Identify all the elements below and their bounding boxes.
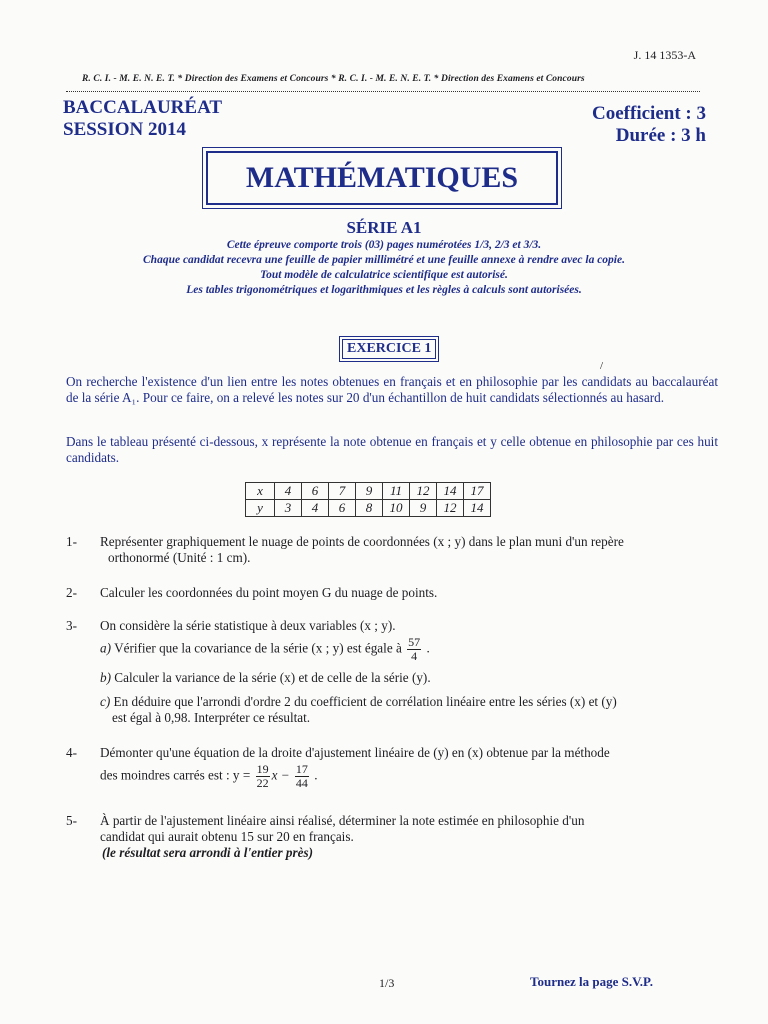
question-4-line-1: Démonter qu'une équation de la droite d'ajustement linéaire de (y) en (x) obtenue par la méthode <box>100 745 610 760</box>
question-3c-letter: c) <box>100 694 111 709</box>
question-4-equation-start: des moindres carrés est : y = <box>100 767 251 783</box>
table-cell: 4 <box>275 483 302 500</box>
instruction-tables: Les tables trigonométriques et logarithmiques et les règles à calculs sont autorisées. <box>186 284 582 296</box>
question-3c-line-2: est égal à 0,98. Interpréter ce résultat. <box>112 710 311 725</box>
question-3a-end: . <box>426 640 430 656</box>
page-number: 1/3 <box>379 976 395 990</box>
question-4-equation-mid: x − <box>271 767 290 783</box>
fraction-denominator: 22 <box>256 776 269 790</box>
question-3a-letter: a) <box>100 640 111 656</box>
question-4-number: 4- <box>66 745 77 760</box>
bac-label: BACCALAURÉAT <box>63 97 223 118</box>
fraction-57-over-4 <box>407 636 421 663</box>
fraction-numerator: 17 <box>295 762 308 776</box>
banner-divider <box>66 91 700 92</box>
table-row-y <box>246 500 491 517</box>
table-cell: 10 <box>383 500 410 517</box>
instruction-pages: Cette épreuve comporte trois (03) pages numérotées 1/3, 2/3 et 3/3. <box>226 239 542 251</box>
table-cell: 8 <box>356 500 383 517</box>
table-cell: 12 <box>410 483 437 500</box>
question-1-line-1: Représenter graphiquement le nuage de points de coordonnées (x ; y) dans le plan muni d'un repère <box>100 534 624 549</box>
question-3c-line-1: En déduire que l'arrondi d'ordre 2 du coefficient de corrélation linéaire entre les séries (x) et (y) <box>113 694 617 709</box>
document-reference: J. 14 1353-A <box>633 48 696 62</box>
question-5-text <box>100 813 720 861</box>
fraction-numerator: 19 <box>256 762 269 776</box>
instruction-paper: Chaque candidat recevra une feuille de papier millimétré et une feuille annexe à rendre avec la copie. <box>143 254 625 266</box>
duration-label: Durée : 3 h <box>615 125 706 146</box>
table-cell: 4 <box>302 500 329 517</box>
question-4-equation-end: . <box>314 767 318 783</box>
table-cell: 14 <box>437 483 464 500</box>
question-1-line-2: orthonormé (Unité : 1 cm). <box>108 550 251 565</box>
question-5-line-2: candidat qui aurait obtenu 15 sur 20 en français. <box>100 829 354 844</box>
fraction-17-over-44 <box>295 763 309 790</box>
table-cell: 17 <box>464 483 491 500</box>
exam-header-right <box>592 103 706 147</box>
question-3b <box>100 670 710 686</box>
turn-page-note: Tournez la page S.V.P. <box>530 974 654 989</box>
table-row-x <box>246 483 491 500</box>
question-4-line-2 <box>100 763 720 790</box>
question-1-text <box>100 534 720 566</box>
table-header-y: y <box>246 500 275 517</box>
fraction-denominator: 4 <box>411 649 418 663</box>
question-3b-letter: b) <box>100 670 111 685</box>
exercise-heading: EXERCICE 1 <box>342 339 436 359</box>
question-3b-text: Calculer la variance de la série (x) et de celle de la série (y). <box>114 670 431 685</box>
question-3-number: 3- <box>66 618 77 633</box>
stray-mark: / <box>600 360 604 372</box>
instruction-calculator: Tout modèle de calculatrice scientifique est autorisé. <box>260 269 508 281</box>
subject-title: MATHÉMATIQUES <box>206 151 558 205</box>
series-title: SÉRIE A1 <box>346 218 422 237</box>
fraction-19-over-22 <box>256 763 270 790</box>
coefficient-label: Coefficient : 3 <box>592 103 706 124</box>
question-4-text <box>100 745 720 790</box>
question-3a-text: Vérifier que la covariance de la série (x ; y) est égale à <box>114 640 402 656</box>
table-cell: 6 <box>329 500 356 517</box>
table-header-x: x <box>246 483 275 500</box>
question-2-text: Calculer les coordonnées du point moyen G du nuage de points. <box>100 585 438 600</box>
question-1-number: 1- <box>66 534 77 549</box>
table-cell: 12 <box>437 500 464 517</box>
table-cell: 11 <box>383 483 410 500</box>
question-3a <box>100 636 710 663</box>
question-2-number: 2- <box>66 585 77 600</box>
question-5-note: (le résultat sera arrondi à l'entier près) <box>102 845 314 860</box>
session-label: SESSION 2014 <box>63 119 187 140</box>
ministry-banner: R. C. I. - M. E. N. E. T. * Direction des Examens et Concours * R. C. I. - M. E. N. E. T. * Direction des Examens et Concours <box>82 74 585 84</box>
table-cell: 6 <box>302 483 329 500</box>
exam-header-left <box>63 97 222 141</box>
table-cell: 9 <box>356 483 383 500</box>
question-3c <box>100 694 710 726</box>
exam-instructions <box>60 238 708 298</box>
question-5-number: 5- <box>66 813 77 828</box>
question-5-line-1: À partir de l'ajustement linéaire ainsi réalisé, déterminer la note estimée en philosophie d'un <box>100 813 585 828</box>
table-cell: 3 <box>275 500 302 517</box>
exercise-intro: On recherche l'existence d'un lien entre les notes obtenues en français et en philosophie par les candidats au baccalauréat de la série A₁. Pour ce faire, on a relevé les notes sur 20 d'un échantillon de huit candidats sélectionnés au hasard. <box>66 374 718 405</box>
data-table <box>245 482 491 517</box>
table-intro: Dans le tableau présenté ci-dessous, x représente la note obtenue en français et y celle obtenue en philosophie par ces huit candidats. <box>66 434 718 465</box>
table-cell: 7 <box>329 483 356 500</box>
fraction-denominator: 44 <box>295 776 308 790</box>
fraction-numerator: 57 <box>408 635 421 649</box>
question-3-text: On considère la série statistique à deux variables (x ; y). <box>100 618 396 633</box>
table-cell: 14 <box>464 500 491 517</box>
table-cell: 9 <box>410 500 437 517</box>
